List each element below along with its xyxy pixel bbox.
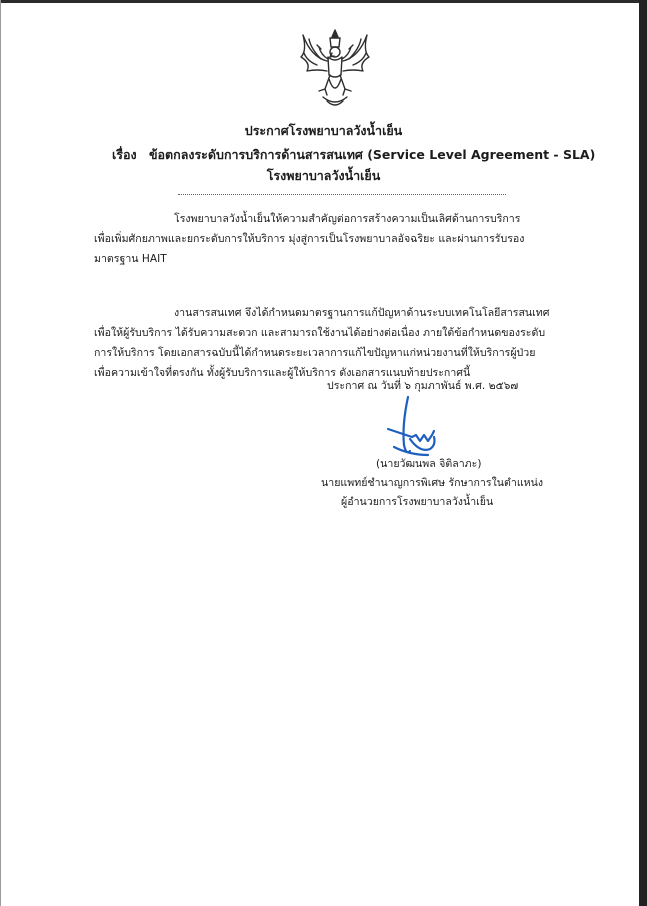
subject-line [112,145,595,165]
signatory-position: นายแพทย์ชำนาญการพิเศษ รักษาการในตำแหน่ง [321,477,544,489]
body-paragraph-2 [94,303,574,383]
body-paragraph-1 [94,209,574,269]
dotted-separator [178,194,506,195]
subject-label: เรื่อง [112,147,137,162]
paragraph-1-line: โรงพยาบาลวังน้ำเย็นให้ความสำคัญต่อการสร้างความเป็นเลิศด้านการบริการ [174,213,521,225]
garuda-emblem-icon [297,27,373,111]
page-frame-top [0,0,647,3]
signatory-name: (นายวัฒนพล จิติลาภะ) [376,458,482,470]
paragraph-2-line: งานสารสนเทศ จึงได้กำหนดมาตรฐานการแก้ปัญหาด้านระบบเทคโนโลยีสารสนเทศ [174,307,550,319]
announcement-title: ประกาศโรงพยาบาลวังน้ำเย็น [244,123,403,138]
paragraph-2-line: เพื่อความเข้าใจที่ตรงกัน ทั้งผู้รับบริการและผู้ให้บริการ ดังเอกสารแนบท้ายประกาศนี้ [94,367,471,379]
paragraph-2-line: เพื่อให้ผู้รับบริการ ได้รับความสะดวก และสามารถใช้งานได้อย่างต่อเนื่อง ภายใต้ข้อกำหนดของระดับ [94,327,546,339]
announcement-date: ประกาศ ณ วันที่ ๖ กุมภาพันธ์ พ.ศ. ๒๕๖๗ [327,380,519,392]
paragraph-1-line: เพื่อเพิ่มศักยภาพและยกระดับการให้บริการ มุ่งสู่การเป็นโรงพยาบาลอัจฉริยะ และผ่านการรับรอง [94,233,525,245]
hospital-name-heading: โรงพยาบาลวังน้ำเย็น [266,168,381,183]
subject-text: ข้อตกลงระดับการบริการด้านสารสนเทศ (Service Level Agreement - SLA) [148,147,596,162]
paragraph-2-line: การให้บริการ โดยเอกสารฉบับนี้ได้กำหนดระยะเวลาการแก้ไขปัญหาแก่หน่วยงานที่ให้บริการผู้ป่วย [94,347,536,359]
paragraph-1-line: มาตรฐาน HAIT [94,253,167,265]
signatory-title: ผู้อำนวยการโรงพยาบาลวังน้ำเย็น [341,496,494,508]
